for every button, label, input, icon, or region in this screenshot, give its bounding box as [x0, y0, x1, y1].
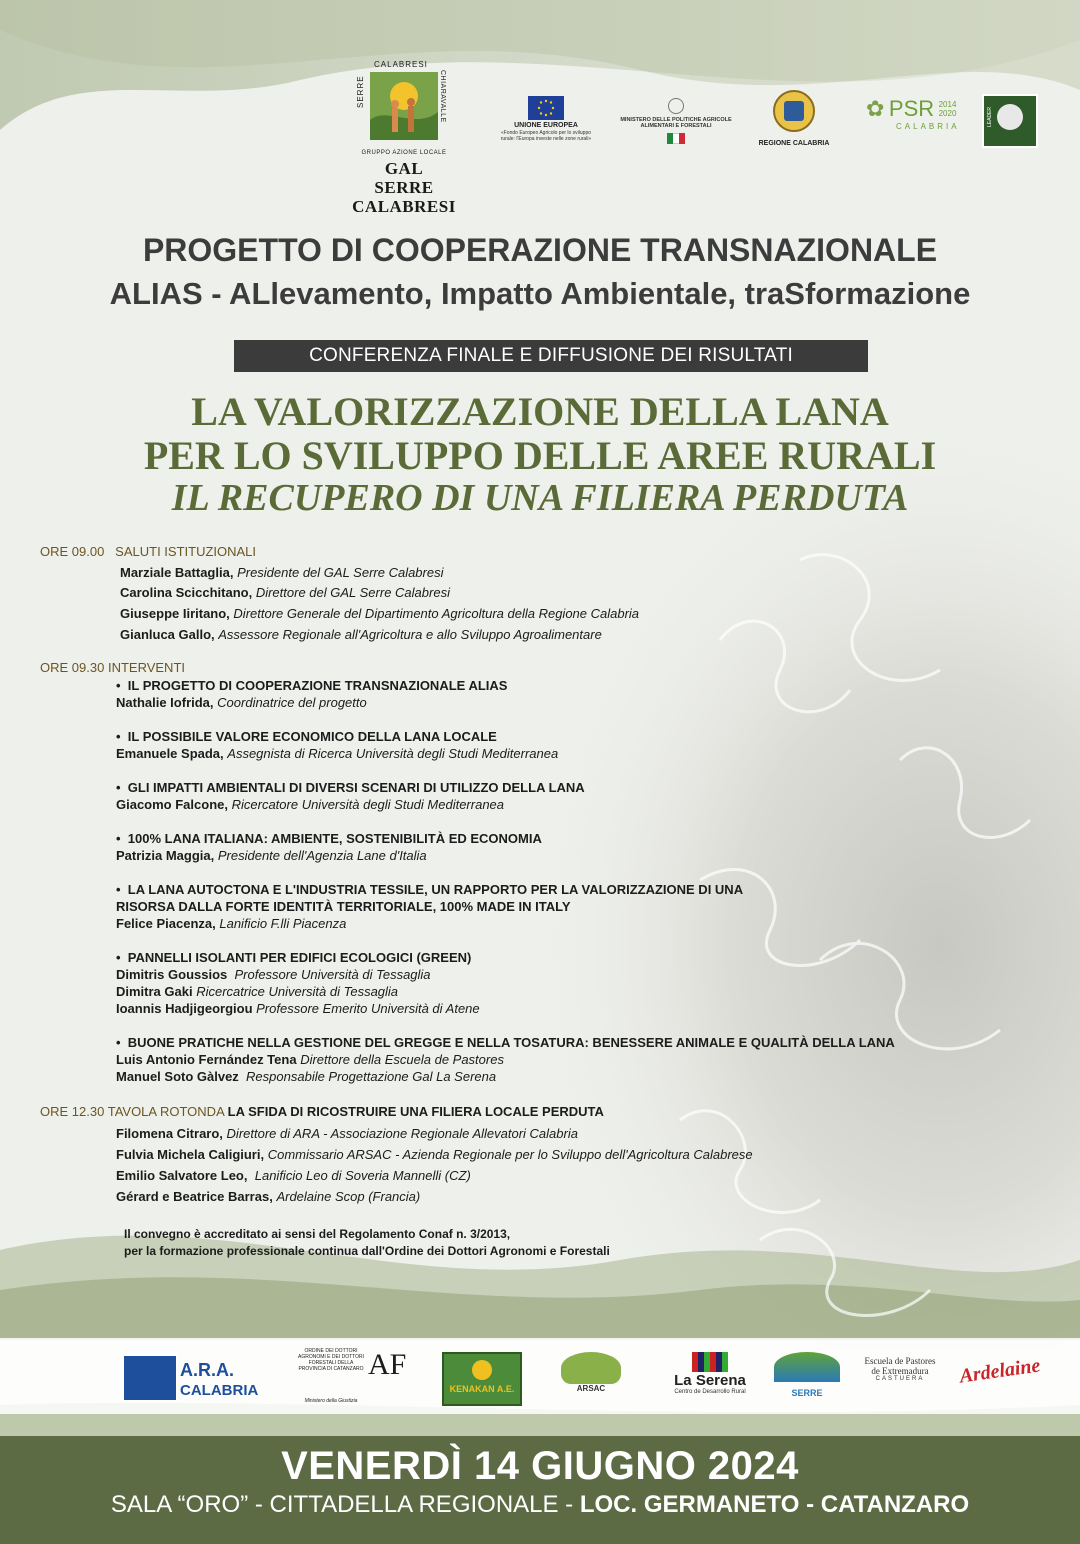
- session-label: TAVOLA ROTONDA: [107, 1104, 225, 1119]
- talk-topic: • GLI IMPATTI AMBIENTALI DI DIVERSI SCENARI DI UTILIZZO DELLA LANA: [116, 780, 585, 795]
- speaker-name: Gérard e Beatrice Barras,: [116, 1189, 273, 1204]
- la-serena-logo: [668, 1352, 752, 1404]
- talk-topic-text: IL POSSIBILE VALORE ECONOMICO DELLA LANA LOCALE: [127, 729, 497, 744]
- session-time: ORE 12.30: [40, 1104, 105, 1119]
- escuela-pastores-logo: [862, 1356, 938, 1402]
- talk-topic: • 100% LANA ITALIANA: AMBIENTE, SOSTENIBILITÀ ED ECONOMIA: [116, 831, 542, 846]
- leader-icon: [997, 104, 1023, 130]
- event-venue: [0, 1491, 1080, 1519]
- ardelaine-label: Ardelaine: [958, 1354, 1042, 1388]
- session-talks-heading: [40, 660, 185, 676]
- speaker-role: Coordinatrice del progetto: [217, 695, 367, 710]
- speaker-line: [116, 797, 504, 813]
- speaker-line: [116, 1189, 420, 1205]
- session-greetings-heading: [40, 544, 256, 560]
- speaker-name: Giuseppe Iiritano,: [120, 606, 230, 621]
- speaker-line: [120, 565, 444, 581]
- leader-logo: [982, 94, 1038, 148]
- speaker-role: Responsabile Progettazione Gal La Serena: [246, 1069, 497, 1084]
- session-roundtable-heading: [40, 1104, 604, 1120]
- arsac-icon: [561, 1352, 621, 1384]
- talk-topic-text: BUONE PRATICHE NELLA GESTIONE DEL GREGGE E NELLA TOSATURA: BENESSERE ANIMALE E QUALITÀ DELLA LANA: [127, 1035, 895, 1050]
- psr-year-1: 2014: [938, 100, 957, 109]
- region-label: REGIONE CALABRIA: [758, 140, 830, 147]
- speaker-name: Ioannis Hadjigeorgiou: [116, 1001, 253, 1016]
- ara-icon: [122, 1354, 178, 1402]
- speaker-line: [116, 1001, 480, 1017]
- talk-topic-text: LA LANA AUTOCTONA E L'INDUSTRIA TESSILE, UN RAPPORTO PER LA VALORIZZAZIONE DI UNA: [127, 882, 744, 897]
- speaker-name: Nathalie Iofrida,: [116, 695, 214, 710]
- ministry-label: MINISTERO DELLE POLITICHE AGRICOLE ALIMENTARI E FORESTALI: [620, 117, 732, 129]
- accreditation-note-1: Il convegno è accreditato ai sensi del Regolamento Conaf n. 3/2013,: [124, 1227, 511, 1241]
- gal-subtitle: GRUPPO AZIONE LOCALE: [361, 150, 447, 156]
- speaker-name: Manuel Soto Gàlvez: [116, 1069, 239, 1084]
- session-title: LA SFIDA DI RICOSTRUIRE UNA FILIERA LOCALE PERDUTA: [227, 1104, 604, 1119]
- speaker-name: Fulvia Michela Caligiuri,: [116, 1147, 265, 1162]
- ordine-label: ORDINE DEI DOTTORI AGRONOMI E DEI DOTTORI FORESTALI DELLA PROVINCIA DI CATANZARO: [297, 1348, 365, 1372]
- talk-topic-text: IL PROGETTO DI COOPERAZIONE TRANSNAZIONALE ALIAS: [127, 678, 508, 693]
- speaker-line: [120, 606, 639, 622]
- session-title: INTERVENTI: [107, 660, 186, 675]
- speaker-line: [116, 1069, 496, 1085]
- speaker-line: [116, 848, 427, 864]
- session-time: ORE 09.30: [40, 660, 105, 675]
- serre-landscape-icon: [774, 1352, 840, 1382]
- psr-leaf-icon: ✿: [866, 96, 885, 121]
- eu-label: UNIONE EUROPEA: [514, 122, 578, 129]
- serre-label: SERRE: [791, 1388, 823, 1398]
- psr-logo: [866, 96, 966, 131]
- ara-calabria-logo: [122, 1352, 262, 1402]
- speaker-line: [116, 984, 398, 1000]
- main-title-line3: IL RECUPERO DI UNA FILIERA PERDUTA: [171, 477, 909, 519]
- gal-name-1: GAL: [384, 159, 424, 178]
- eu-logo: [500, 96, 592, 142]
- speaker-name: Giacomo Falcone,: [116, 797, 228, 812]
- speaker-role: Assessore Regionale all'Agricoltura e allo Sviluppo Agroalimentare: [218, 627, 602, 642]
- italy-flag-icon: [667, 133, 685, 144]
- psr-label: PSR: [888, 96, 935, 121]
- event-footer: [0, 1436, 1080, 1544]
- speaker-line: [116, 1126, 578, 1142]
- speaker-role: Professore Università di Tessaglia: [234, 967, 431, 982]
- speaker-name: Dimitra Gaki: [116, 984, 193, 999]
- eu-small: «Fondo Europeo Agricolo per lo sviluppo rurale: l'Europa investe nelle zone rurali»: [500, 130, 592, 142]
- la-serena-sub: Centro de Desarrollo Rural: [674, 1389, 746, 1395]
- serre-logo: [770, 1352, 844, 1404]
- af-monogram-icon: AF: [368, 1348, 407, 1381]
- talk-topic-continued: RISORSA DALLA FORTE IDENTITÀ TERRITORIALE, 100% MADE IN ITALY: [116, 899, 571, 914]
- gal-arc-left: SERRE: [356, 75, 365, 108]
- speaker-name: Carolina Scicchitano,: [120, 585, 253, 600]
- talk-topic: • IL PROGETTO DI COOPERAZIONE TRANSNAZIONALE ALIAS: [116, 678, 508, 693]
- speaker-role: Lanificio Leo di Soveria Mannelli (CZ): [254, 1168, 471, 1183]
- speaker-name: Dimitris Goussios: [116, 967, 228, 982]
- session-time: ORE 09.00: [40, 544, 105, 559]
- accreditation-note-2: per la formazione professionale continua dall'Ordine dei Dottori Agronomi e Forestali: [124, 1244, 610, 1258]
- gal-name-2: SERRE CALABRESI: [352, 178, 456, 216]
- speaker-name: Luis Antonio Fernández Tena: [116, 1052, 297, 1067]
- speaker-line: [120, 585, 450, 601]
- venue-part-1: SALA “ORO” - CITTADELLA REGIONALE -: [110, 1491, 574, 1518]
- speaker-line: [116, 1147, 753, 1163]
- arsac-logo: [556, 1352, 626, 1404]
- arsac-label: ARSAC: [576, 1384, 606, 1393]
- speaker-role: Lanificio F.lli Piacenza: [219, 916, 347, 931]
- speaker-line: [120, 627, 602, 643]
- speaker-name: Felice Piacenza,: [116, 916, 216, 931]
- ordine-sub: Ministero della Giustizia: [304, 1398, 358, 1404]
- speaker-line: [116, 967, 431, 983]
- regione-calabria-icon: [773, 90, 815, 132]
- speaker-name: Patrizia Maggia,: [116, 848, 215, 863]
- talk-topic: • IL POSSIBILE VALORE ECONOMICO DELLA LANA LOCALE: [116, 729, 497, 744]
- gal-logo: [334, 60, 474, 216]
- speaker-role: Ardelaine Scop (Francia): [276, 1189, 421, 1204]
- session-title: SALUTI ISTITUZIONALI: [115, 544, 257, 559]
- italy-emblem-icon: [668, 98, 684, 114]
- talk-topic-text: PANNELLI ISOLANTI PER EDIFICI ECOLOGICI (GREEN): [127, 950, 472, 965]
- speaker-line: [116, 746, 558, 762]
- la-serena-label: La Serena: [674, 1372, 746, 1389]
- ara-label-1: A.R.A.: [180, 1360, 234, 1380]
- speaker-line: [116, 916, 346, 932]
- speaker-role: Assegnista di Ricerca Università degli Studi Mediterranea: [227, 746, 559, 761]
- event-date: VENERDÌ 14 GIUGNO 2024: [281, 1444, 799, 1488]
- talk-topic-text: 100% LANA ITALIANA: AMBIENTE, SOSTENIBILITÀ ED ECONOMIA: [127, 831, 542, 846]
- speaker-role: Ricercatrice Università di Tessaglia: [196, 984, 399, 999]
- speaker-role: Presidente dell'Agenzia Lane d'Italia: [217, 848, 427, 863]
- speaker-line: [116, 1168, 471, 1184]
- speaker-name: Emanuele Spada,: [116, 746, 224, 761]
- speaker-role: Direttore Generale del Dipartimento Agricoltura della Regione Calabria: [233, 606, 640, 621]
- venue-part-2: LOC. GERMANETO - CATANZARO: [579, 1491, 970, 1518]
- kenakan-logo: [442, 1352, 522, 1406]
- talk-topic: • PANNELLI ISOLANTI PER EDIFICI ECOLOGICI (GREEN): [116, 950, 472, 965]
- project-title: PROGETTO DI COOPERAZIONE TRANSNAZIONALE: [142, 232, 938, 268]
- main-title-line2: PER LO SVILUPPO DELLE AREE RURALI: [143, 433, 937, 478]
- speaker-role: Professore Emerito Università di Atene: [256, 1001, 480, 1016]
- alias-subtitle: ALIAS - ALlevamento, Impatto Ambientale, traSformazione: [109, 276, 971, 311]
- kenakan-icon: [472, 1360, 492, 1380]
- talk-topic-text: GLI IMPATTI AMBIENTALI DI DIVERSI SCENARI DI UTILIZZO DELLA LANA: [127, 780, 585, 795]
- speaker-role: Direttore del GAL Serre Calabresi: [255, 585, 450, 600]
- talk-topic: • BUONE PRATICHE NELLA GESTIONE DEL GREGGE E NELLA TOSATURA: BENESSERE ANIMALE E QUALITÀ DELLA LANA: [116, 1035, 895, 1050]
- la-serena-icon: [692, 1352, 728, 1372]
- ara-label-2: CALABRIA: [180, 1382, 259, 1399]
- escuela-label: Escuela de Pastores de Extremadura: [864, 1356, 936, 1376]
- psr-year-2: 2020: [938, 109, 957, 118]
- ordine-agronomi-logo: [296, 1348, 412, 1406]
- escuela-sub: CASTUERA: [875, 1376, 925, 1382]
- speaker-role: Presidente del GAL Serre Calabresi: [237, 565, 444, 580]
- talk-topic: • LA LANA AUTOCTONA E L'INDUSTRIA TESSILE, UN RAPPORTO PER LA VALORIZZAZIONE DI UNA: [116, 882, 744, 897]
- speaker-name: Filomena Citraro,: [116, 1126, 223, 1141]
- speaker-name: Marziale Battaglia,: [120, 565, 234, 580]
- gal-arc-right: CHIARAVALLE: [439, 70, 446, 123]
- gal-arc-top: CALABRESI: [374, 60, 428, 69]
- speaker-name: Gianluca Gallo,: [120, 627, 215, 642]
- gal-emblem-icon: [356, 60, 452, 152]
- speaker-role: Direttore di ARA - Associazione Regionale Allevatori Calabria: [226, 1126, 578, 1141]
- ardelaine-logo: [950, 1354, 1050, 1396]
- speaker-role: Direttore della Escuela de Pastores: [300, 1052, 504, 1067]
- eu-flag-icon: [528, 96, 564, 120]
- speaker-line: [116, 695, 367, 711]
- speaker-line: [116, 1052, 504, 1068]
- ministry-logo: [614, 98, 738, 144]
- leader-label: LEADER: [987, 106, 994, 128]
- speaker-role: Ricercatore Università degli Studi Mediterranea: [231, 797, 505, 812]
- main-title-line1: LA VALORIZZAZIONE DELLA LANA: [191, 389, 889, 434]
- psr-region: CALABRIA: [896, 122, 960, 131]
- kenakan-label: KENAKAN A.E.: [449, 1384, 515, 1394]
- regione-calabria-logo: [748, 90, 840, 148]
- speaker-name: Emilio Salvatore Leo,: [116, 1168, 248, 1183]
- conference-banner: CONFERENZA FINALE E DIFFUSIONE DEI RISULTATI: [234, 340, 868, 372]
- speaker-role: Commissario ARSAC - Azienda Regionale per lo Sviluppo dell'Agricoltura Calabrese: [267, 1147, 753, 1162]
